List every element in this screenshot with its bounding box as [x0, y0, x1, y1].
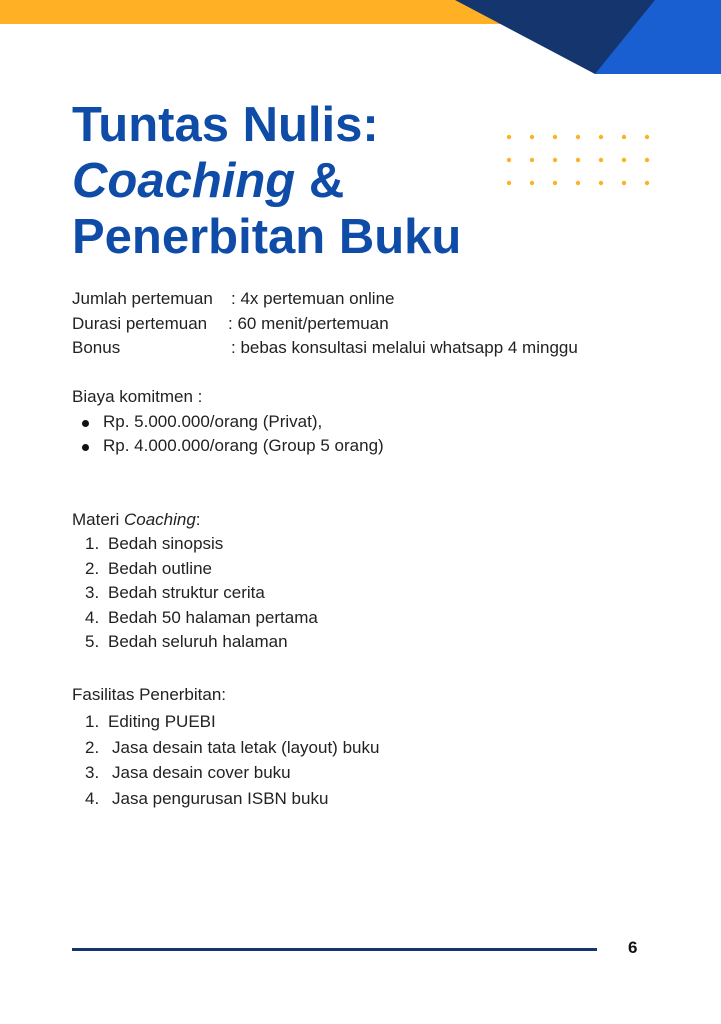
detail-value: : 60 menit/pertemuan: [228, 313, 389, 333]
list-item: [72, 532, 672, 557]
footer-divider: [72, 948, 597, 951]
list-item: [72, 710, 672, 736]
detail-label: Durasi pertemuan: [72, 313, 208, 333]
title-italic-word: Coaching: [72, 154, 296, 208]
item-number: 1.: [85, 534, 100, 553]
list-item: [72, 581, 672, 606]
item-text: Bedah outline: [108, 558, 212, 578]
fasilitas-block: [72, 683, 672, 812]
list-item: [72, 630, 672, 655]
biaya-item: Rp. 5.000.000/orang (Privat),: [103, 411, 323, 431]
item-text: Bedah seluruh halaman: [108, 632, 288, 651]
list-item: [72, 606, 672, 631]
materi-heading-italic: Coaching: [123, 509, 196, 529]
item-number: 4.: [85, 607, 100, 627]
item-number: 2.: [85, 558, 100, 578]
detail-label: Jumlah pertemuan: [72, 289, 213, 308]
biaya-block: [72, 385, 672, 459]
detail-row: [72, 287, 672, 312]
fasilitas-list: [72, 710, 672, 812]
item-number: 2.: [85, 737, 100, 757]
list-item: [72, 736, 672, 762]
item-text: Editing PUEBI: [108, 712, 216, 731]
detail-value: : 4x pertemuan online: [231, 289, 395, 308]
materi-heading-prefix: Materi: [72, 509, 124, 529]
top-accent-bar: [0, 0, 520, 24]
list-item: [72, 410, 672, 435]
materi-block: [72, 508, 672, 655]
item-text: Jasa desain cover buku: [112, 763, 291, 782]
page-title: [72, 97, 502, 265]
page-number: 6: [628, 938, 638, 957]
list-item: [72, 761, 672, 787]
detail-row: [72, 336, 672, 361]
item-number: 3.: [85, 583, 100, 602]
title-line-2: [72, 153, 502, 209]
page-content: [72, 287, 672, 812]
top-corner-decoration: [455, 0, 721, 74]
item-number: 4.: [85, 788, 100, 808]
title-ampersand: &: [295, 154, 345, 208]
list-item: [72, 557, 672, 582]
item-text: Jasa pengurusan ISBN buku: [112, 788, 329, 808]
item-text: Jasa desain tata letak (layout) buku: [112, 737, 380, 757]
detail-label: Bonus: [72, 338, 121, 357]
biaya-item: Rp. 4.000.000/orang (Group 5 orang): [103, 436, 384, 455]
item-text: Bedah sinopsis: [108, 534, 224, 553]
fasilitas-heading: Fasilitas Penerbitan:: [72, 685, 227, 704]
list-item: [72, 434, 672, 459]
item-number: 3.: [85, 763, 100, 782]
title-line-3: Penerbitan Buku: [72, 210, 462, 264]
materi-heading: [72, 508, 672, 533]
bullet-icon: [82, 420, 89, 427]
biaya-list: [72, 410, 672, 459]
title-line-1: Tuntas Nulis:: [72, 98, 379, 152]
list-item: [72, 787, 672, 813]
item-number: 1.: [85, 712, 100, 731]
item-number: 5.: [85, 632, 100, 651]
detail-row: [72, 312, 672, 337]
item-text: Bedah 50 halaman pertama: [108, 607, 318, 627]
details-block: [72, 287, 672, 361]
detail-value: : bebas konsultasi melalui whatsapp 4 minggu: [231, 338, 578, 357]
dot-grid-decoration: [506, 133, 656, 189]
materi-heading-suffix: :: [195, 509, 201, 529]
biaya-heading: Biaya komitmen :: [72, 387, 203, 406]
item-text: Bedah struktur cerita: [108, 583, 265, 602]
bullet-icon: [82, 444, 89, 451]
materi-list: [72, 532, 672, 655]
